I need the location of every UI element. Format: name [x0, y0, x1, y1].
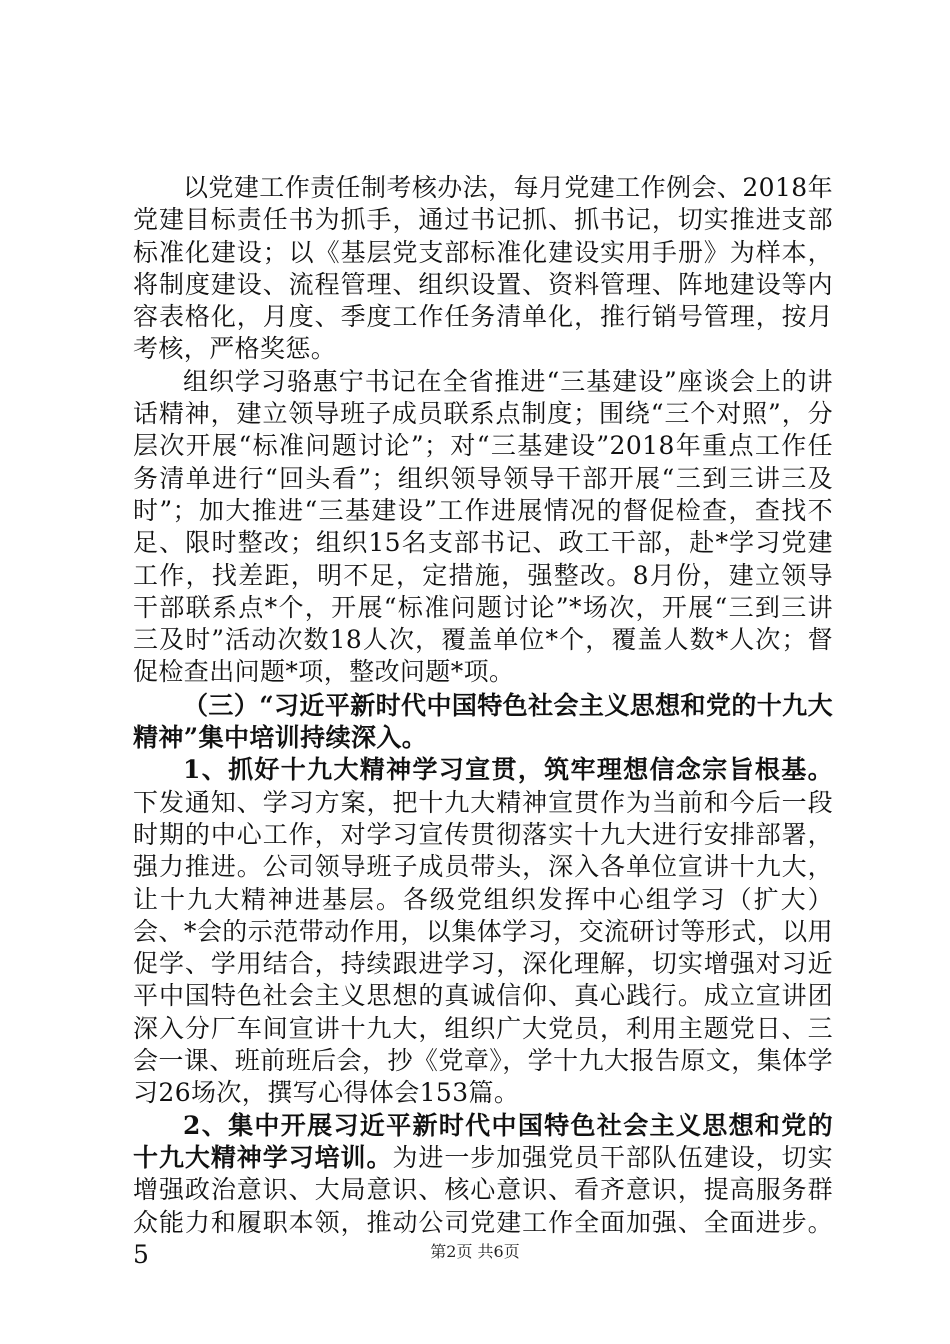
paragraph-4-lead: 1、抓好十九大精神学习宣贯，筑牢理想信念宗旨根基。 — [183, 755, 833, 785]
document-body — [133, 172, 833, 1271]
section-heading-3 — [133, 690, 833, 755]
paragraph-1 — [133, 172, 833, 366]
paragraph-4 — [133, 754, 833, 1109]
paragraph-4-text: 下发通知、学习方案，把十九大精神宣贯作为当前和今后一段时期的中心工作，对学习宣传贯彻落实十九大进行安排部署，强力推进。公司领导班子成员带头，深入各单位宣讲十九大，让十九大精神进基层。各级党组织发挥中心组学习（扩大）会、*会的示范带动作用，以集体学习，交流研讨等形式，以用促学、学用结合，持续跟进学习，深化理解，切实增强对习近平中国特色社会主义思想的真诚信仰、真心践行。成立宣讲团深入分厂车间宣讲十九大，组织广大党员，利用主题党日、三会一课、班前班后会，抄《党章》，学十九大报告原文，集体学习26场次，撰写心得体会153篇。 — [133, 787, 833, 1108]
paragraph-5-text: 为进一步加强党员干部队伍建设，切实增强政治意识、大局意识、核心意识、看齐意识，提高服务群众能力和履职本领，推动公司党建工作全面加强、全面进步。5 — [133, 1142, 833, 1269]
paragraph-2 — [133, 366, 833, 689]
paragraph-5-lead: 2、集中开展习近平新时代中国特色社会主义思想和党的十九大精神学习培训。 — [133, 1110, 833, 1172]
paragraph-1-text: 以党建工作责任制考核办法，每月党建工作例会、2018年党建目标责任书为抓手，通过书记抓、抓书记，切实推进支部标准化建设；以《基层党支部标准化建设实用手册》为样本，将制度建设、流程管理、组织设置、资料管理、阵地建设等内容表格化，月度、季度工作任务清单化，推行销号管理，按月考核，严格奖惩。 — [133, 173, 833, 364]
page-footer: 第2页 共6页 — [430, 1242, 520, 1261]
section-heading-text: （三）“习近平新时代中国特色社会主义思想和党的十九大精神”集中培训持续深入。 — [133, 690, 833, 753]
paragraph-2-text: 组织学习骆惠宁书记在全省推进“三基建设”座谈会上的讲话精神，建立领导班子成员联系点制度；围绕“三个对照”，分层次开展“标准问题讨论”；对“三基建设”2018年重点工作任务清单进行“回头看”；组织领导领导干部开展“三到三讲三及时”；加大推进“三基建设”工作进展情况的督促检查，查找不足、限时整改；组织15名支部书记、政工干部，赴*学习党建工作，找差距，明不足，定措施，强整改。8月份，建立领导干部联系点*个，开展“标准问题讨论”*场次，开展“三到三讲三及时”活动次数18人次，覆盖单位*个，覆盖人数*人次；督促检查出问题*项，整改问题*项。 — [133, 366, 833, 687]
